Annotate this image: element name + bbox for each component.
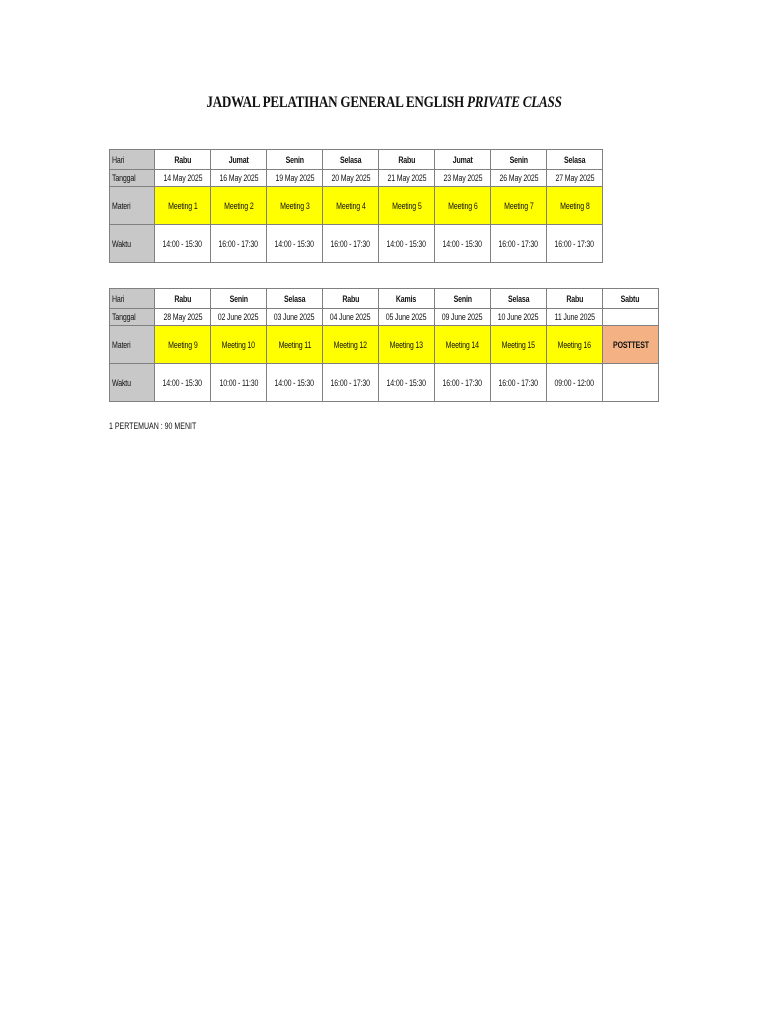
cell-hari: Selasa xyxy=(323,150,379,170)
cell-hari: Selasa xyxy=(491,289,547,309)
row-label-tanggal: Tanggal xyxy=(110,170,155,187)
table-row-tanggal xyxy=(110,170,603,187)
cell-waktu: 16:00 - 17:30 xyxy=(491,225,547,263)
cell-waktu: 14:00 - 15:30 xyxy=(435,225,491,263)
cell-materi: Meeting 4 xyxy=(323,187,379,225)
cell-materi: Meeting 5 xyxy=(379,187,435,225)
cell-materi: Meeting 14 xyxy=(435,326,491,364)
table-row-hari xyxy=(110,289,659,309)
cell-hari: Sabtu xyxy=(603,289,659,309)
row-label-hari: Hari xyxy=(110,150,155,170)
cell-tanggal: 23 May 2025 xyxy=(435,170,491,187)
row-label-materi: Materi xyxy=(110,326,155,364)
cell-hari: Kamis xyxy=(379,289,435,309)
row-label-materi: Materi xyxy=(110,187,155,225)
row-label-tanggal: Tanggal xyxy=(110,309,155,326)
cell-materi: Meeting 9 xyxy=(155,326,211,364)
cell-materi: Meeting 11 xyxy=(267,326,323,364)
cell-waktu xyxy=(603,364,659,402)
cell-waktu: 16:00 - 17:30 xyxy=(323,364,379,402)
cell-materi: Meeting 2 xyxy=(211,187,267,225)
cell-tanggal: 27 May 2025 xyxy=(547,170,603,187)
cell-materi: Meeting 10 xyxy=(211,326,267,364)
table-row-tanggal xyxy=(110,309,659,326)
session-duration-note: 1 PERTEMUAN : 90 MENIT xyxy=(109,421,197,431)
cell-waktu: 16:00 - 17:30 xyxy=(323,225,379,263)
cell-waktu: 16:00 - 17:30 xyxy=(435,364,491,402)
cell-tanggal: 09 June 2025 xyxy=(435,309,491,326)
cell-waktu: 16:00 - 17:30 xyxy=(547,225,603,263)
cell-hari: Senin xyxy=(267,150,323,170)
cell-tanggal: 05 June 2025 xyxy=(379,309,435,326)
cell-hari: Selasa xyxy=(267,289,323,309)
cell-tanggal: 03 June 2025 xyxy=(267,309,323,326)
title-italic: PRIVATE CLASS xyxy=(467,94,562,111)
cell-tanggal: 28 May 2025 xyxy=(155,309,211,326)
cell-hari: Senin xyxy=(435,289,491,309)
row-label-hari: Hari xyxy=(110,289,155,309)
cell-hari: Rabu xyxy=(323,289,379,309)
cell-materi: Meeting 12 xyxy=(323,326,379,364)
cell-materi: Meeting 1 xyxy=(155,187,211,225)
cell-posttest: POSTTEST xyxy=(603,326,659,364)
schedule-table-1 xyxy=(109,149,603,263)
cell-materi: Meeting 3 xyxy=(267,187,323,225)
table-row-waktu xyxy=(110,225,603,263)
cell-waktu: 14:00 - 15:30 xyxy=(155,225,211,263)
title-main: JADWAL PELATIHAN GENERAL ENGLISH xyxy=(206,94,464,111)
table-row-hari xyxy=(110,150,603,170)
cell-hari: Rabu xyxy=(547,289,603,309)
cell-hari: Selasa xyxy=(547,150,603,170)
cell-waktu: 14:00 - 15:30 xyxy=(379,225,435,263)
cell-tanggal: 19 May 2025 xyxy=(267,170,323,187)
cell-waktu: 09:00 - 12:00 xyxy=(547,364,603,402)
cell-materi: Meeting 6 xyxy=(435,187,491,225)
cell-tanggal: 11 June 2025 xyxy=(547,309,603,326)
cell-hari: Rabu xyxy=(155,150,211,170)
cell-waktu: 16:00 - 17:30 xyxy=(211,225,267,263)
cell-tanggal: 02 June 2025 xyxy=(211,309,267,326)
cell-tanggal: 10 June 2025 xyxy=(491,309,547,326)
cell-tanggal: 04 June 2025 xyxy=(323,309,379,326)
cell-materi: Meeting 7 xyxy=(491,187,547,225)
cell-waktu: 14:00 - 15:30 xyxy=(267,364,323,402)
cell-hari: Jumat xyxy=(435,150,491,170)
cell-materi: Meeting 15 xyxy=(491,326,547,364)
cell-hari: Senin xyxy=(211,289,267,309)
cell-tanggal: 14 May 2025 xyxy=(155,170,211,187)
page-title xyxy=(69,94,699,112)
cell-waktu: 14:00 - 15:30 xyxy=(267,225,323,263)
cell-waktu: 10:00 - 11:30 xyxy=(211,364,267,402)
table-row-materi xyxy=(110,187,603,225)
cell-hari: Jumat xyxy=(211,150,267,170)
cell-waktu: 14:00 - 15:30 xyxy=(155,364,211,402)
cell-materi: Meeting 8 xyxy=(547,187,603,225)
cell-tanggal xyxy=(603,309,659,326)
schedule-table-2 xyxy=(109,288,659,402)
cell-hari: Senin xyxy=(491,150,547,170)
cell-materi: Meeting 13 xyxy=(379,326,435,364)
cell-hari: Rabu xyxy=(155,289,211,309)
row-label-waktu: Waktu xyxy=(110,364,155,402)
cell-tanggal: 21 May 2025 xyxy=(379,170,435,187)
cell-tanggal: 16 May 2025 xyxy=(211,170,267,187)
cell-waktu: 16:00 - 17:30 xyxy=(491,364,547,402)
cell-materi: Meeting 16 xyxy=(547,326,603,364)
table-row-waktu xyxy=(110,364,659,402)
table-row-materi xyxy=(110,326,659,364)
cell-waktu: 14:00 - 15:30 xyxy=(379,364,435,402)
cell-tanggal: 20 May 2025 xyxy=(323,170,379,187)
cell-tanggal: 26 May 2025 xyxy=(491,170,547,187)
cell-hari: Rabu xyxy=(379,150,435,170)
row-label-waktu: Waktu xyxy=(110,225,155,263)
